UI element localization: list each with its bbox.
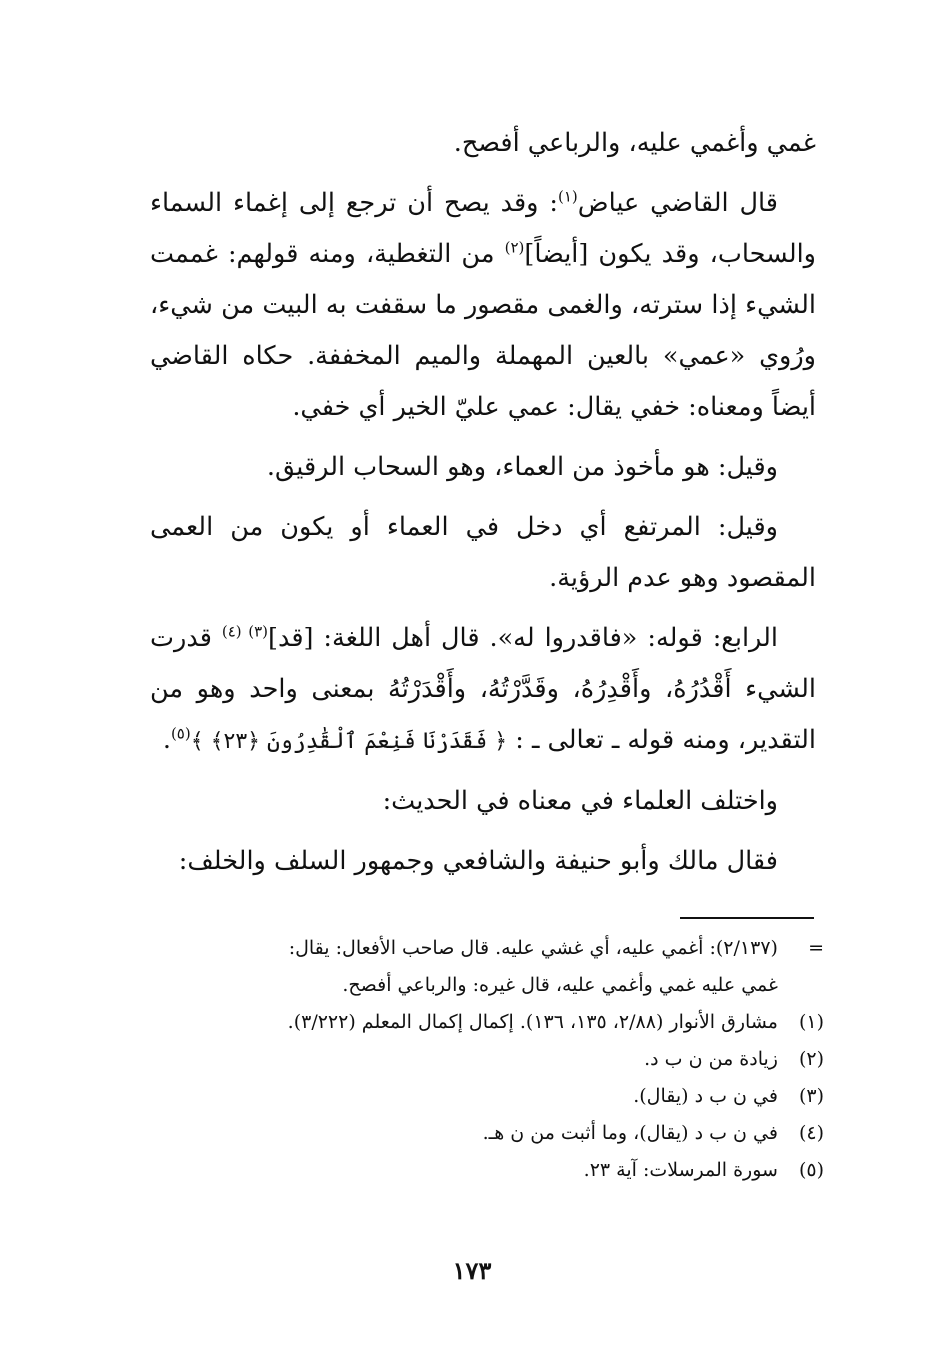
- footnote-2: [148, 1041, 824, 1078]
- paragraph-5: [150, 613, 816, 767]
- footnote-divider: [680, 917, 814, 919]
- footnote-5: [148, 1152, 824, 1189]
- paragraph-text: .: [162, 725, 171, 755]
- footnote-ref: (١): [557, 187, 578, 206]
- footnote-number: (٥): [798, 1159, 824, 1181]
- paragraph-text: من التغطية، ومنه قولهم: غممت الشيء إذا سترته، والغمى مقصور ما سقفت به البيت من شيء، ورُوي «عمي» بالعين المهملة والميم المخففة. حكاه القاضي أيضاً ومعناه: خفي يقال: عمي عليّ الخير أي خفي.: [150, 239, 816, 422]
- footnote-text: زيادة من ن ب د.: [644, 1048, 778, 1070]
- footnote-ref: (٣) (٤): [221, 622, 269, 641]
- footnote-continuation-mark: =: [808, 937, 824, 959]
- paragraph-1: [150, 118, 816, 169]
- paragraph-3: [150, 442, 816, 493]
- footnote-text: في ن ب د (يقال)، وما أثبت من ن هـ.: [482, 1122, 778, 1144]
- footnote-text: غمي عليه غمي وأغمي عليه، قال غيره: والرباعي أفصح.: [342, 974, 778, 996]
- footnote-number: (٣): [798, 1085, 824, 1107]
- page-number: ١٧٣: [452, 1256, 492, 1285]
- main-text: [150, 118, 816, 896]
- footnotes: [148, 930, 824, 1189]
- paragraph-text: واختلف العلماء في معناه في الحديث:: [382, 786, 778, 816]
- footnote-line: [148, 967, 824, 1004]
- quran-verse: ﴿ فَقَدَرْنَا فَنِعْمَ ٱلْقَٰدِرُونَ ﴿٢٣﴾ ﴾: [190, 729, 508, 754]
- paragraph-4: [150, 502, 816, 604]
- paragraph-text: فقال مالك وأبو حنيفة والشافعي وجمهور السلف والخلف:: [178, 846, 778, 876]
- paragraph-text: وقيل: هو مأخوذ من العماء، وهو السحاب الرقيق.: [266, 452, 778, 482]
- paragraph-2: [150, 178, 816, 433]
- paragraph-7: [150, 836, 816, 887]
- footnote-number: (١): [798, 1011, 824, 1033]
- footnote-text: في ن ب د (يقال).: [633, 1085, 778, 1107]
- paragraph-text: وقيل: المرتفع أي دخل في العماء أو يكون من العمى المقصود وهو عدم الرؤية.: [150, 512, 816, 593]
- paragraph-text: قال القاضي عياض: [577, 188, 778, 218]
- footnote-text: سورة المرسلات: آية ٢٣.: [583, 1159, 778, 1181]
- footnote-4: [148, 1115, 824, 1152]
- footnote-number: (٤): [798, 1122, 824, 1144]
- paragraph-text: : وقد يصح أن ترجع إلى إغماء السماء والسحاب، وقد يكون [أيضاً]: [150, 188, 816, 269]
- footnote-number: (٢): [798, 1048, 824, 1070]
- paragraph-text: غمي وأغمي عليه، والرباعي أفصح.: [453, 128, 816, 158]
- footnote-ref: (٢): [504, 238, 525, 257]
- paragraph-text: قدرت الشيء أَقْدُرُهُ، وأَقْدِرُهُ، وقَدَّرْتُهُ، وأَقْدَرْتُهُ بمعنى واحد وهو من التقدير، ومنه قوله ـ تعالى ـ :: [150, 623, 816, 755]
- footnote-text: مشارق الأنوار (٢/٨٨، ١٣٥، ١٣٦). إكمال إكمال المعلم (٣/٢٢٢).: [287, 1011, 778, 1033]
- footnote-1: [148, 1004, 824, 1041]
- paragraph-text: الرابع: قوله: «فاقدروا له». قال أهل اللغة: [قد]: [268, 623, 778, 653]
- footnote-ref: (٥): [170, 724, 191, 743]
- footnote-line: [148, 930, 824, 967]
- footnote-3: [148, 1078, 824, 1115]
- paragraph-6: [150, 776, 816, 827]
- footnote-text: (٢/١٣٧): أغمي عليه، أي غشي عليه. قال صاحب الأفعال: يقال:: [288, 937, 778, 959]
